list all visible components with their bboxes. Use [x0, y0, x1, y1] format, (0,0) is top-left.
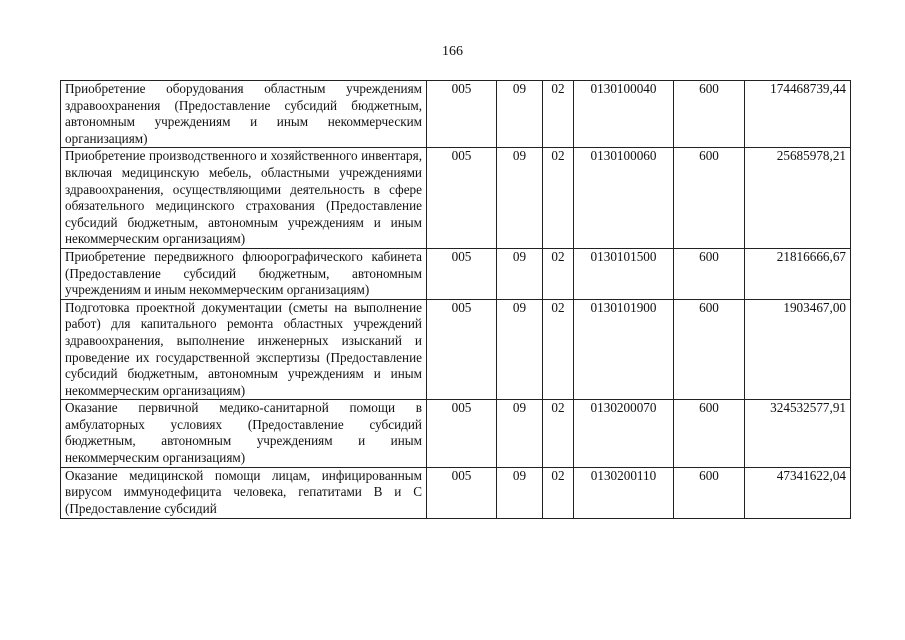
expense-type-code: 600: [674, 400, 745, 467]
ministry-code: 005: [427, 148, 497, 249]
expense-type-code: 600: [674, 148, 745, 249]
amount-value: 174468739,44: [745, 81, 851, 148]
table-row: [61, 81, 851, 148]
table-row: [61, 467, 851, 518]
target-article-code: 0130100060: [574, 148, 674, 249]
amount-value: 21816666,67: [745, 248, 851, 299]
expense-description: [61, 467, 427, 518]
section-code: 09: [497, 467, 543, 518]
target-article-code: 0130100040: [574, 81, 674, 148]
section-code: 09: [497, 299, 543, 400]
subsection-code: 02: [543, 81, 574, 148]
expense-type-code: 600: [674, 248, 745, 299]
amount-value: 324532577,91: [745, 400, 851, 467]
section-code: 09: [497, 148, 543, 249]
ministry-code: 005: [427, 81, 497, 148]
subsection-code: 02: [543, 248, 574, 299]
expense-type-code: 600: [674, 467, 745, 518]
expense-description: Подготовка проектной документации (сметы на выполнение работ) для капитального ремонта областных учреждений здравоохранения, выполнение инженерных изысканий и проведение их государственной экспертизы (Предоставление субсидий бюджетным, автономным учреждениям и иным некоммерческим организациям): [61, 299, 427, 400]
expense-type-code: 600: [674, 81, 745, 148]
amount-value: 1903467,00: [745, 299, 851, 400]
expense-type-code: 600: [674, 299, 745, 400]
ministry-code: 005: [427, 299, 497, 400]
table-row: [61, 400, 851, 467]
section-code: 09: [497, 248, 543, 299]
ministry-code: 005: [427, 467, 497, 518]
target-article-code: 0130200070: [574, 400, 674, 467]
amount-value: 47341622,04: [745, 467, 851, 518]
amount-value: 25685978,21: [745, 148, 851, 249]
expense-description: Оказание первичной медико-санитарной помощи в амбулаторных условиях (Предоставление субсидий бюджетным, автономным учреждениям и иным некоммерческим организациям): [61, 400, 427, 467]
target-article-code: 0130101500: [574, 248, 674, 299]
section-code: 09: [497, 400, 543, 467]
budget-table: [60, 80, 851, 519]
table-row: [61, 299, 851, 400]
section-code: 09: [497, 81, 543, 148]
subsection-code: 02: [543, 299, 574, 400]
table-row: [61, 248, 851, 299]
subsection-code: 02: [543, 400, 574, 467]
target-article-code: 0130101900: [574, 299, 674, 400]
page-number: 166: [442, 44, 463, 59]
subsection-code: 02: [543, 148, 574, 249]
table-row: [61, 148, 851, 249]
subsection-code: 02: [543, 467, 574, 518]
target-article-code: 0130200110: [574, 467, 674, 518]
expense-description-text: Оказание медицинской помощи лицам, инфицированным вирусом иммунодефицита человека, гепатитами В и С (Предоставление субсидий: [65, 467, 422, 516]
expense-description: Приобретение передвижного флюорографического кабинета (Предоставление субсидий бюджетным, автономным учреждениям и иным некоммерческим организациям): [61, 248, 427, 299]
expense-description: Приобретение оборудования областным учреждениям здравоохранения (Предоставление субсидий бюджетным, автономным учреждениям и иным некоммерческим организациям): [61, 81, 427, 148]
expense-description: Приобретение производственного и хозяйственного инвентаря, включая медицинскую мебель, областными учреждениями здравоохранения, осуществляющими деятельность в сфере обязательного медицинского страхования (Предоставление субсидий бюджетным, автономным учреждениям и иным некоммерческим организациям): [61, 148, 427, 249]
ministry-code: 005: [427, 400, 497, 467]
ministry-code: 005: [427, 248, 497, 299]
